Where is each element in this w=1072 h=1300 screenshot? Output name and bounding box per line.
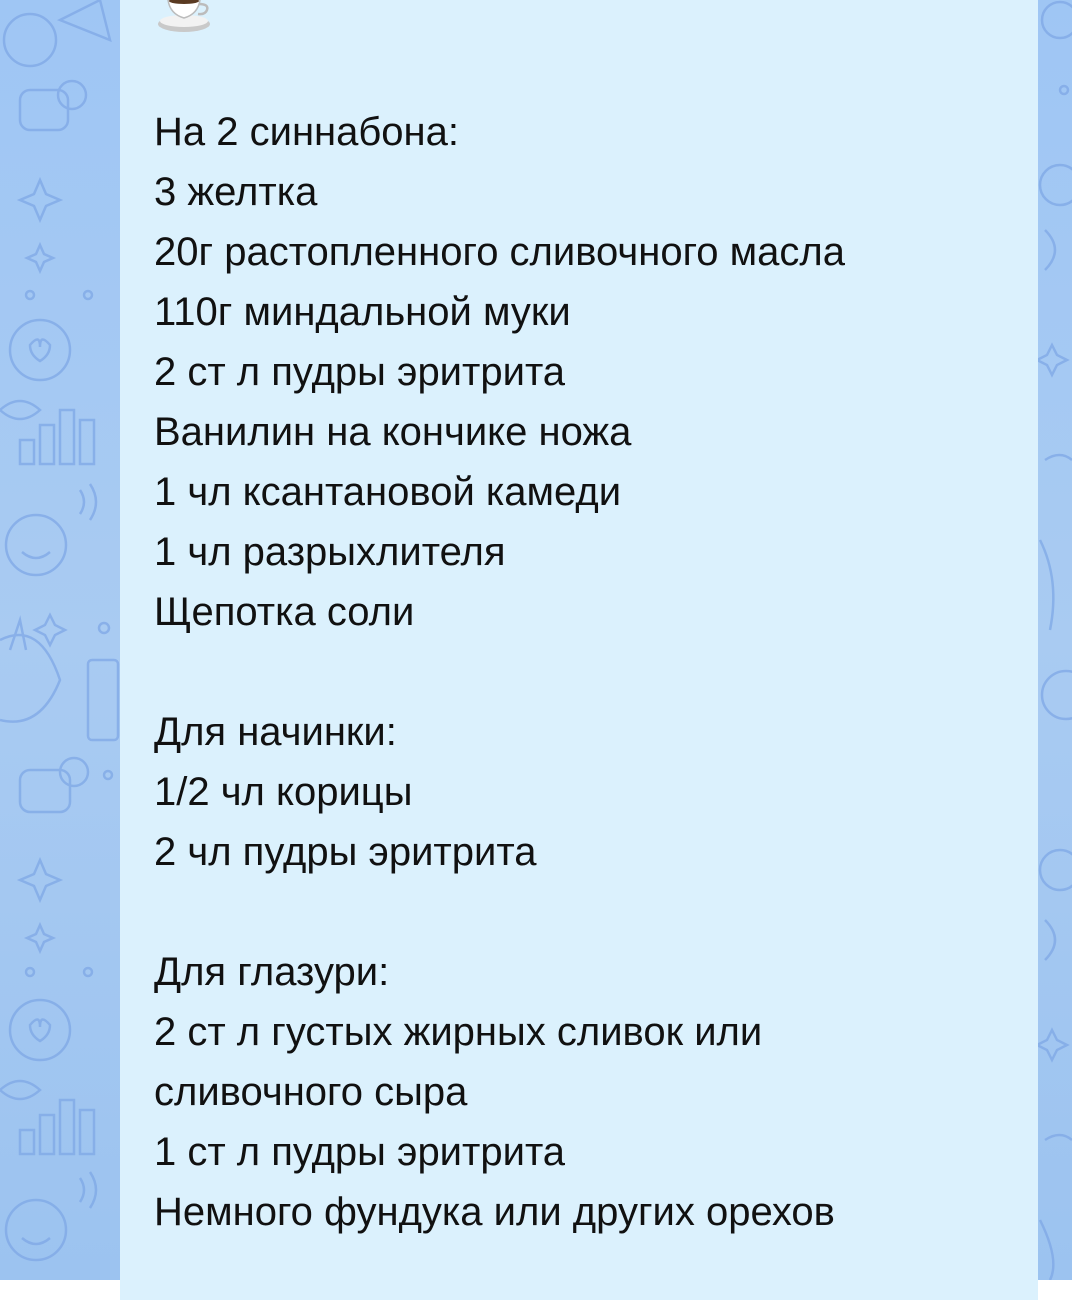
- recipe-line: 2 чл пудры эритрита: [154, 830, 537, 874]
- doodle-circle: [4, 14, 56, 66]
- section-dough: [154, 102, 1024, 642]
- recipe-line: Для глазури:: [154, 950, 390, 994]
- recipe-line: Щепотка соли: [154, 590, 415, 634]
- doodle-bars: [20, 440, 34, 464]
- recipe-line: Ванилин на кончике ножа: [154, 410, 632, 454]
- recipe-line: 3 желтка: [154, 170, 318, 214]
- doodle-heart-bubble: [10, 320, 70, 380]
- section-filling: [154, 702, 1024, 882]
- doodle-unicorn: [0, 635, 60, 722]
- doodle-star: [20, 180, 60, 220]
- message-text: [154, 102, 1024, 1242]
- section-glaze: [154, 942, 1024, 1242]
- recipe-line: 110г миндальной муки: [154, 290, 571, 334]
- recipe-line: 1 чл разрыхлителя: [154, 530, 506, 574]
- recipe-line: 1/2 чл корицы: [154, 770, 413, 814]
- recipe-line: 20г растопленного сливочного масла: [154, 230, 845, 274]
- blank-line: [154, 882, 1024, 942]
- recipe-line: 1 чл ксантановой камеди: [154, 470, 622, 514]
- doodle-pencil: [60, 0, 110, 40]
- doodle-eye: [0, 401, 40, 419]
- recipe-line: сливочного сыра: [154, 1070, 468, 1114]
- recipe-line: Немного фундука или других орехов: [154, 1190, 835, 1234]
- recipe-line: Для начинки:: [154, 710, 397, 754]
- doodle-smile: [6, 515, 66, 575]
- doodle-camera: [20, 90, 68, 130]
- recipe-line: На 2 синнабона:: [154, 110, 459, 154]
- doodle-mic: [1040, 165, 1072, 205]
- recipe-line: 1 ст л пудры эритрита: [154, 1130, 566, 1174]
- hot-beverage-icon: [156, 0, 216, 36]
- recipe-line: 2 ст л густых жирных сливок или: [154, 1010, 763, 1054]
- doodle-laptop: [88, 660, 118, 740]
- blank-line: [154, 642, 1024, 702]
- recipe-line: 2 ст л пудры эритрита: [154, 350, 566, 394]
